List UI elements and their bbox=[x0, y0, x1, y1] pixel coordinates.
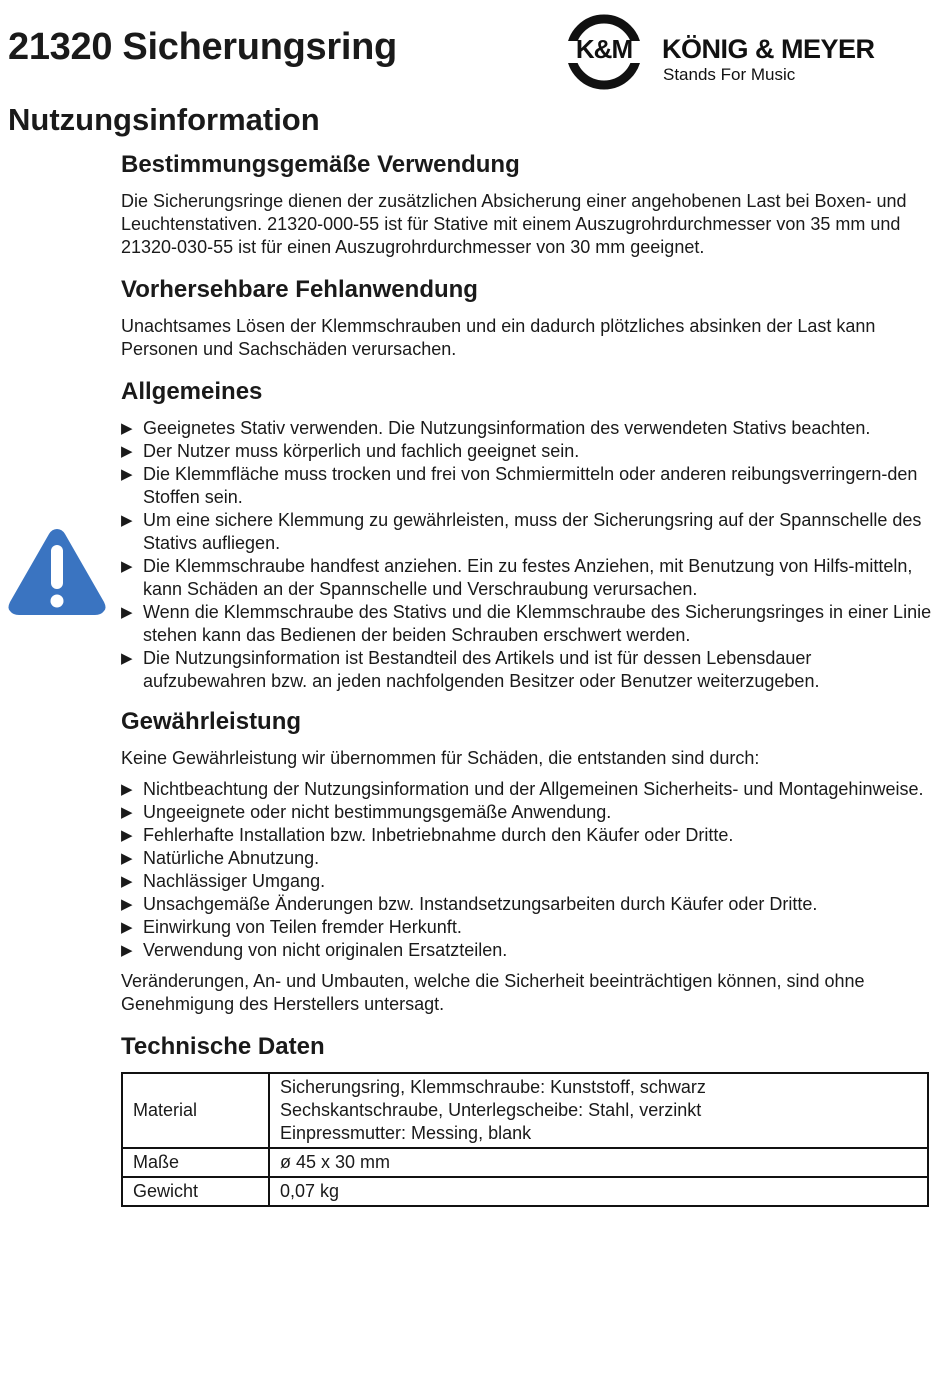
general-list bbox=[121, 417, 939, 693]
spec-key: Material bbox=[122, 1073, 269, 1148]
specs-table bbox=[121, 1072, 929, 1207]
document-subtitle: Nutzungsinformation bbox=[8, 102, 320, 137]
table-row bbox=[122, 1148, 928, 1177]
list-item: ▶ Einwirkung von Teilen fremder Herkunft. bbox=[121, 916, 939, 939]
warranty-intro: Keine Gewährleistung wir übernommen für Schäden, die entstanden sind durch: bbox=[121, 748, 760, 768]
section-general bbox=[121, 377, 939, 693]
logo-mark: K&M bbox=[575, 34, 633, 64]
brand-logo bbox=[566, 14, 936, 90]
document-body bbox=[121, 150, 939, 1207]
page-title: 21320 Sicherungsring bbox=[8, 26, 397, 68]
spec-value bbox=[269, 1148, 928, 1177]
section-heading: Gewährleistung bbox=[121, 708, 302, 735]
logo-tagline: Stands For Music bbox=[663, 65, 796, 84]
list-item: ▶ Ungeeignete oder nicht bestimmungsgemäße Anwendung. bbox=[121, 801, 939, 824]
list-item: ▶ Natürliche Abnutzung. bbox=[121, 847, 939, 870]
list-item: ▶ Wenn die Klemmschraube des Stativs und die Klemmschraube des Sicherungsringes in einer Linie stehen kann das Bedienen der beiden Schrauben erschwert werden. bbox=[121, 601, 939, 647]
section-specs bbox=[121, 1032, 939, 1207]
list-item: ▶ Verwendung von nicht originalen Ersatzteilen. bbox=[121, 939, 939, 962]
warranty-list bbox=[121, 778, 939, 962]
section-heading: Technische Daten bbox=[121, 1033, 325, 1060]
spec-value bbox=[269, 1177, 928, 1206]
list-item: ▶ Nachlässiger Umgang. bbox=[121, 870, 939, 893]
list-item: ▶ Nichtbeachtung der Nutzungsinformation und der Allgemeinen Sicherheits- und Montagehinweise. bbox=[121, 778, 939, 801]
list-item: ▶ Um eine sichere Klemmung zu gewährleisten, muss der Sicherungsring auf der Spannschelle des Stativs aufliegen. bbox=[121, 509, 939, 555]
table-row bbox=[122, 1177, 928, 1206]
section-text: Unachtsames Lösen der Klemmschrauben und ein dadurch plötzliches absinken der Last kann Personen und Sachschäden verursachen. bbox=[121, 316, 876, 359]
list-item: ▶ Die Nutzungsinformation ist Bestandteil des Artikels und ist für dessen Lebensdauer aufzubewahren bzw. an jeden nachfolgenden Besitzer oder Benutzer weiterzugeben. bbox=[121, 647, 939, 693]
spec-key: Gewicht bbox=[122, 1177, 269, 1206]
section-heading: Bestimmungsgemäße Verwendung bbox=[121, 151, 520, 178]
spec-value-line: Einpressmutter: Messing, blank bbox=[280, 1123, 532, 1143]
logo-brand-name: KÖNIG & MEYER bbox=[662, 34, 875, 64]
spec-value-line: Sicherungsring, Klemmschraube: Kunststoff, schwarz bbox=[280, 1077, 706, 1097]
spec-value-line: 0,07 kg bbox=[280, 1181, 340, 1201]
spec-key: Maße bbox=[122, 1148, 269, 1177]
warranty-outro: Veränderungen, An- und Umbauten, welche die Sicherheit beeinträchtigen können, sind ohne Genehmigung des Herstellers untersagt. bbox=[121, 971, 865, 1014]
list-item: ▶ Geeignetes Stativ verwenden. Die Nutzungsinformation des verwendeten Stativs beachten. bbox=[121, 417, 939, 440]
spec-value-line: Sechskantschraube, Unterlegscheibe: Stahl, verzinkt bbox=[280, 1100, 702, 1120]
table-row bbox=[122, 1073, 928, 1148]
section-text: Die Sicherungsringe dienen der zusätzlichen Absicherung einer angehobenen Last bei Boxen- und Leuchtenstativen. 21320-000-55 ist für Stative mit einem Auszugrohrdurchmesser von 35 mm und 21320-030-55 ist für einen Auszugrohrdurchmesser von 30 mm geeignet. bbox=[121, 191, 907, 257]
list-item: ▶ Die Klemmfläche muss trocken und frei von Schmiermitteln oder anderen reibungsverringern-den Stoffen sein. bbox=[121, 463, 939, 509]
section-warranty bbox=[121, 707, 939, 1016]
list-item: ▶ Der Nutzer muss körperlich und fachlich geeignet sein. bbox=[121, 440, 939, 463]
section-heading: Vorhersehbare Fehlanwendung bbox=[121, 276, 478, 303]
list-item: ▶ Die Klemmschraube handfest anziehen. Ein zu festes Anziehen, mit Benutzung von Hilfs-mitteln, kann Schäden an der Spannschelle und Verschraubung verursachen. bbox=[121, 555, 939, 601]
spec-value-line: ø 45 x 30 mm bbox=[280, 1152, 391, 1172]
warning-triangle-icon bbox=[6, 525, 108, 617]
spec-value bbox=[269, 1073, 928, 1148]
section-misuse bbox=[121, 275, 939, 361]
section-usage bbox=[121, 150, 939, 259]
list-item: ▶ Fehlerhafte Installation bzw. Inbetriebnahme durch den Käufer oder Dritte. bbox=[121, 824, 939, 847]
section-heading: Allgemeines bbox=[121, 378, 263, 405]
list-item: ▶ Unsachgemäße Änderungen bzw. Instandsetzungsarbeiten durch Käufer oder Dritte. bbox=[121, 893, 939, 916]
